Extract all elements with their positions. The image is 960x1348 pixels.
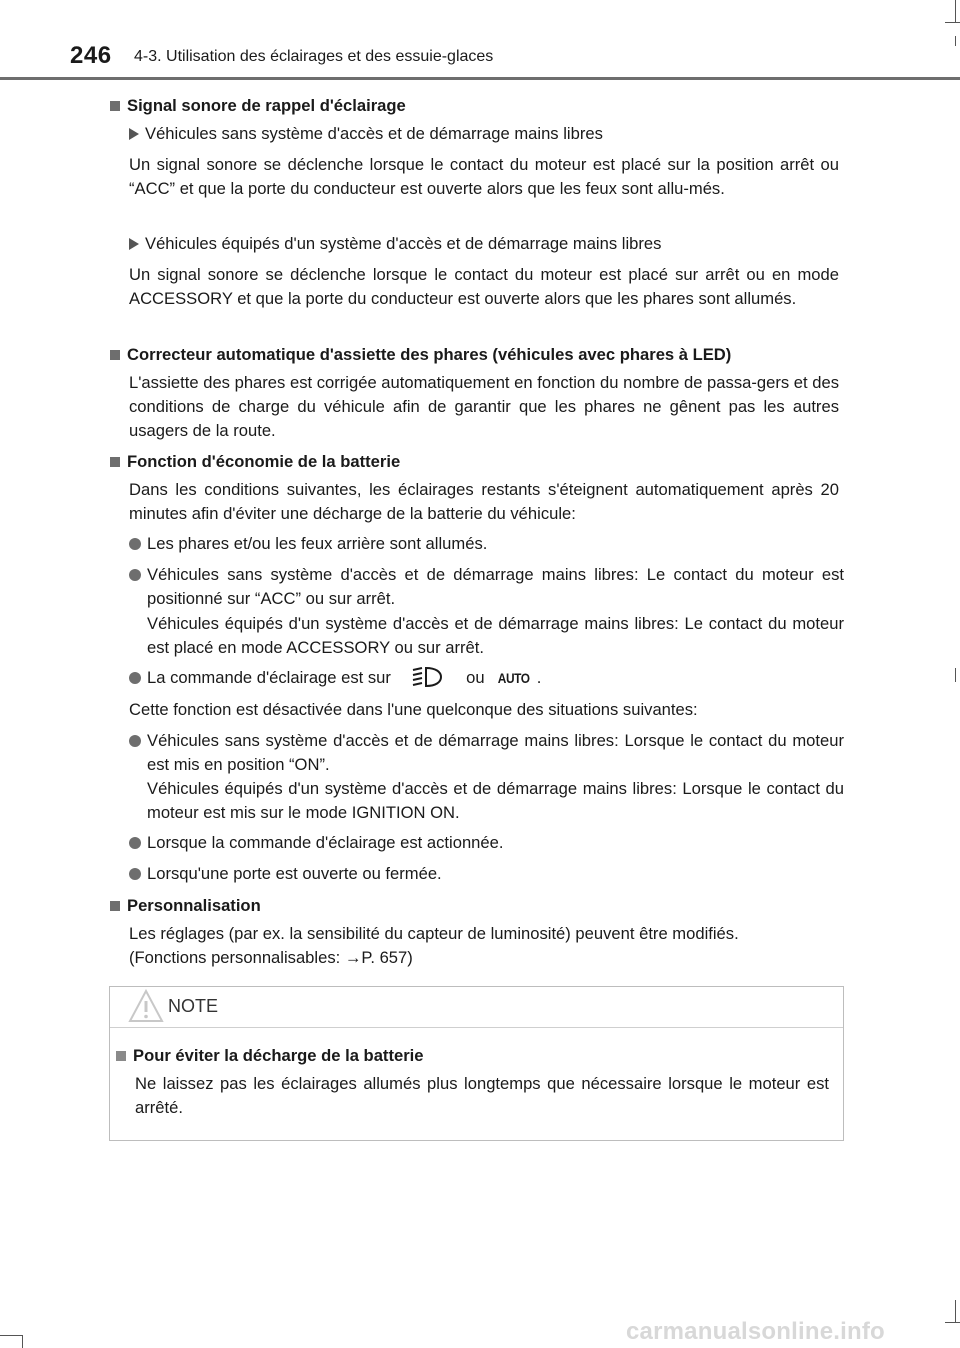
- paragraph: (Fonctions personnalisables: →P. 657): [129, 948, 413, 967]
- note-label: NOTE: [168, 996, 219, 1016]
- header-rule: [0, 77, 960, 80]
- section-title: Signal sonore de rappel d'éclairage: [127, 96, 406, 115]
- paragraph: Les réglages (par ex. la sensibilité du capteur de luminosité) peuvent être modifiés.: [129, 924, 739, 943]
- crop-mark: [955, 1300, 956, 1322]
- arrow-bullet-icon: [129, 238, 139, 250]
- round-bullet-icon: [129, 569, 141, 581]
- section-heading: [110, 894, 850, 918]
- section-title: Fonction d'économie de la batterie: [127, 452, 401, 471]
- page-number: 246: [70, 42, 112, 69]
- section-title: Correcteur automatique d'assiette des phares (véhicules avec phares à LED): [127, 345, 732, 364]
- note-title: Pour éviter la décharge de la batterie: [133, 1046, 424, 1065]
- square-bullet-icon: [110, 350, 120, 360]
- round-bullet-icon: [129, 735, 141, 747]
- bullet-text: Lorsqu'une porte est ouverte ou fermée.: [147, 864, 442, 883]
- bullet-text: [147, 666, 847, 690]
- note-paragraph: Ne laissez pas les éclairages allumés plus longtemps que nécessaire lorsque le moteur est arrêté.: [135, 1074, 829, 1117]
- round-bullet-icon: [129, 672, 141, 684]
- square-bullet-icon: [110, 901, 120, 911]
- crop-mark: [945, 1322, 960, 1323]
- crop-mark: [955, 0, 956, 22]
- section-heading: [110, 94, 850, 118]
- note-heading: [116, 1044, 836, 1068]
- paragraph: Un signal sonore se déclenche lorsque le contact du moteur est placé sur la position arrêt ou “ACC” et que la porte du conducteur est ouverte alors que les feux sont allu-més.: [129, 155, 839, 198]
- sub-heading-text: Véhicules équipés d'un système d'accès et de démarrage mains libres: [145, 234, 662, 253]
- sub-heading-text: Véhicules sans système d'accès et de démarrage mains libres: [145, 124, 603, 143]
- bullet-text: Les phares et/ou les feux arrière sont allumés.: [147, 534, 488, 553]
- section-title: Personnalisation: [127, 896, 261, 915]
- round-bullet-icon: [129, 837, 141, 849]
- paragraph: Cette fonction est désactivée dans l'une quelconque des situations suivantes:: [129, 700, 698, 719]
- square-bullet-icon: [110, 457, 120, 467]
- bullet-text: Lorsque la commande d'éclairage est actionnée.: [147, 833, 504, 852]
- bullet-text-part: .: [536, 668, 542, 687]
- paragraph: L'assiette des phares est corrigée automatiquement en fonction du nombre de passa-gers et des conditions de charge du véhicule afin de garantir que les phares ne gênent pas les autres usagers de la route.: [129, 373, 839, 440]
- square-bullet-icon: [116, 1051, 126, 1061]
- chapter-title: 4-3. Utilisation des éclairages et des essuie-glaces: [134, 48, 494, 65]
- note-header: [110, 987, 843, 1028]
- round-bullet-icon: [129, 868, 141, 880]
- section-heading: [110, 450, 850, 474]
- crop-mark: [955, 668, 956, 682]
- bullet-text: Véhicules équipés d'un système d'accès et de démarrage mains libres: Le contact du moteur est placé en mode ACCESSORY ou sur arrêt.: [147, 614, 844, 657]
- round-bullet-icon: [129, 538, 141, 550]
- crop-mark: [945, 22, 960, 23]
- paragraph: Un signal sonore se déclenche lorsque le contact du moteur est placé sur arrêt ou en mode ACCESSORY et que la porte du conducteur est ouverte alors que les phares sont allumés.: [129, 265, 839, 308]
- bullet-text: Véhicules sans système d'accès et de démarrage mains libres: Le contact du moteur est positionné sur “ACC” ou sur arrêt.: [147, 565, 844, 608]
- bullet-text: Véhicules sans système d'accès et de démarrage mains libres: Lorsque le contact du moteur est mis en position “ON”.: [147, 731, 844, 774]
- crop-mark: [0, 1335, 22, 1336]
- bullet-text-part: La commande d'éclairage est sur: [147, 668, 391, 687]
- warning-triangle-icon: [128, 989, 164, 1028]
- headlight-icon: [410, 666, 444, 688]
- auto-label: AUTO: [498, 670, 530, 686]
- sub-heading: [129, 122, 849, 146]
- square-bullet-icon: [110, 101, 120, 111]
- crop-mark: [22, 1335, 23, 1348]
- bullet-text: Véhicules équipés d'un système d'accès et de démarrage mains libres: Lorsque le contact du moteur est mis sur le mode IGNITION ON.: [147, 779, 844, 822]
- arrow-bullet-icon: [129, 128, 139, 140]
- watermark: carmanualsonline.info: [626, 1318, 885, 1345]
- sub-heading: [129, 232, 849, 256]
- crop-mark: [955, 36, 956, 46]
- paragraph: Dans les conditions suivantes, les éclairages restants s'éteignent automatiquement après 20 minutes afin d'éviter une décharge de la batterie du véhicule:: [129, 480, 839, 523]
- bullet-text-part: ou: [466, 668, 485, 687]
- section-heading: [110, 343, 850, 367]
